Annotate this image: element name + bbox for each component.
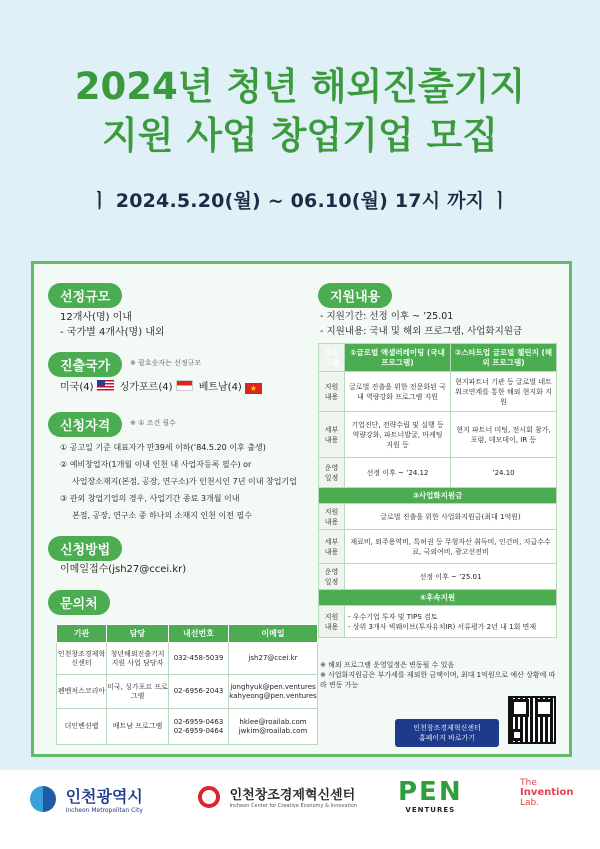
eligibility-line-3: 사업장소재지(본점, 공장, 연구소)가 인천시인 7년 이내 창업기업	[72, 477, 297, 486]
ccei-logo	[198, 784, 357, 809]
qr-code-icon[interactable]	[508, 696, 556, 744]
support-cell: 현지 파트너 미팅, 전시회 참가, 포럼, 데모데이, IR 등	[451, 412, 557, 458]
support-cell: ’24.10	[451, 458, 557, 488]
eligibility-line-4: ③ 관외 창업기업의 경우, 사업기간 종료 3개월 이내	[60, 494, 240, 503]
banner-line-1: 인천창조경제혁신센터	[413, 724, 481, 732]
contact-header-person: 담당	[107, 625, 169, 643]
incheon-emblem-icon	[30, 786, 56, 812]
singapore-flag-icon	[176, 380, 193, 391]
contact-phone: 02-6959-0463 02-6959-0464	[169, 709, 229, 745]
eligibility-line-2: ② 예비창업자(1개월 이내 인천 내 사업자등록 필수) or	[60, 460, 252, 469]
support-row-label: 세부내용	[319, 412, 345, 458]
incheon-name-en: Incheon Metropolitan City	[65, 807, 143, 814]
contact-person: 미국, 싱가포르 프로그램	[107, 675, 169, 709]
section-label-country: 진출국가	[48, 352, 122, 377]
deadline-text: ㅣ 2024.5.20(월) ~ 06.10(월) 17시 까지 ㅣ	[90, 190, 510, 212]
followup-line-2: - 상위 3개사 빅웨이브(투자유치IR) 서류평가 2년 내 1회 면제	[348, 622, 537, 631]
support-note-1: ※ 해외 프로그램 운영일정은 변동될 수 있음	[320, 661, 455, 669]
contact-person: 베트남 프로그램	[107, 709, 169, 745]
support-cell: 선정 이후 ~ ’25.01	[345, 564, 557, 590]
us-flag-icon	[97, 380, 114, 391]
followup-line-1: - 우수기업 투자 및 TIPS 검토	[348, 612, 438, 621]
support-note-2: ※ 사업화지원금은 부가세를 제외한 금액이며, 최대 1억원으로 예산 상황에 따라 변동 가능	[320, 671, 556, 689]
country-list	[60, 380, 265, 395]
incheon-name: 인천광역시	[65, 787, 143, 806]
table-row	[57, 709, 318, 745]
vietnam-flag-icon: ★	[245, 383, 262, 394]
support-cell: 글로벌 진출을 위한 전문화된 국내 역량강화 프로그램 지원	[345, 372, 451, 412]
contact-email[interactable]: hklee@roailab.com jwkim@roailab.com	[229, 709, 318, 745]
contact-phone: 032-458-5039	[169, 643, 229, 675]
support-table	[318, 343, 557, 638]
table-row	[57, 675, 318, 709]
eligibility-note: ※ ① 조건 필수	[130, 419, 176, 427]
scale-line-1: 12개사(명) 이내	[60, 312, 133, 323]
country-us: 미국(4)	[60, 382, 94, 393]
support-cell: 글로벌 진출을 위한 사업화지원금(최대 1억원)	[345, 504, 557, 530]
section-label-support: 지원내용	[318, 283, 392, 308]
support-row-label: 운영일정	[319, 564, 345, 590]
support-row-label: 지원내용	[319, 606, 345, 638]
support-row-label: 지원내용	[319, 372, 345, 412]
support-cell-followup	[345, 606, 557, 638]
homepage-link-button[interactable]	[395, 719, 499, 747]
support-section-funding: ③사업화지원금	[319, 488, 557, 504]
invention-lab-logo	[520, 778, 573, 808]
page-title	[0, 62, 600, 160]
title-line-2: 지원 사업 창업기업 모집	[101, 114, 499, 157]
section-label-scale: 선정규모	[48, 283, 122, 308]
support-header-program: 프로그램	[319, 344, 345, 372]
country-vn: 베트남(4)	[198, 382, 242, 393]
contact-table-header	[57, 625, 318, 643]
table-row	[57, 643, 318, 675]
support-header-domestic: ①글로벌 액셀러레이팅 (국내 프로그램)	[345, 344, 451, 372]
contact-org: 인천창조경제혁신센터	[57, 643, 107, 675]
contact-header-phone: 내선번호	[169, 625, 229, 643]
lab-line-3: Lab.	[520, 798, 540, 808]
contact-person: 청년해외진출기지 지원 사업 담당자	[107, 643, 169, 675]
support-cell: 선정 이후 ~ ’24.12	[345, 458, 451, 488]
contact-phone: 02-6956-2043	[169, 675, 229, 709]
contact-email: jsh27@ccei.kr	[229, 643, 318, 675]
ccei-emblem-icon	[198, 786, 220, 808]
eligibility-line-1: ① 공고일 기준 대표자가 만39세 이하(‘84.5.20 이후 출생)	[60, 443, 266, 452]
support-content: - 지원내용: 국내 및 해외 프로그램, 사업화지원금	[320, 326, 523, 337]
country-note: ※ 괄호숫자는 선정규모	[130, 359, 202, 367]
title-line-1: 2024년 청년 해외진출기지	[74, 65, 526, 108]
contact-org: 펜벤처스코리아	[57, 675, 107, 709]
section-label-method: 신청방법	[48, 536, 122, 561]
support-cell: 현지파트너 기관 등 글로벌 네트워크연계를 통한 해외 현지화 지원	[451, 372, 557, 412]
section-label-contact: 문의처	[48, 590, 110, 615]
ccei-name-en: Incheon Center for Creative Economy & Innovation	[229, 803, 358, 809]
ccei-name: 인천창조경제혁신센터	[229, 788, 356, 803]
support-period: - 지원기간: 선정 이후 ~ ’25.01	[320, 311, 454, 322]
banner-line-2: 홈페이지 바로가기	[418, 734, 476, 742]
lab-line-2: Invention	[520, 787, 574, 798]
method-text: 이메일접수(jsh27@ccei.kr)	[60, 564, 187, 575]
pen-sub: VENTURES	[405, 806, 456, 814]
support-section-followup: ④후속지원	[319, 590, 557, 606]
contact-table	[56, 624, 318, 745]
support-cell: 기업진단, 전략수립 및 실행 등 역량강화, 파트너발굴, 마케팅 지원 등	[345, 412, 451, 458]
pen-ventures-logo	[398, 778, 463, 814]
contact-header-email: 이메일	[229, 625, 318, 643]
support-header-overseas: ②스타트업 글로벌 챌린지 (해외 프로그램)	[451, 344, 557, 372]
lab-line-1: The	[520, 778, 537, 788]
pen-name: PEN	[398, 777, 463, 807]
contact-org: 더인벤션랩	[57, 709, 107, 745]
eligibility-line-5: 본점, 공장, 연구소 중 하나의 소재지 인천 이전 필수	[72, 511, 252, 520]
support-row-label: 운영일정	[319, 458, 345, 488]
contact-header-org: 기관	[57, 625, 107, 643]
country-sg: 싱가포르(4)	[119, 382, 173, 393]
support-row-label: 세부내용	[319, 530, 345, 564]
support-row-label: 지원내용	[319, 504, 345, 530]
incheon-logo	[30, 784, 143, 814]
scale-line-2: - 국가별 4개사(명) 내외	[60, 327, 165, 338]
footer-logos	[0, 770, 600, 849]
contact-email[interactable]: jonghyuk@pen.ventures kahyeong@pen.ventures	[229, 675, 318, 709]
section-label-eligibility: 신청자격	[48, 412, 122, 437]
support-cell: 재료비, 외주용역비, 특허권 등 무형자산 취득비, 인건비, 지급수수료, 국외여비, 광고선전비	[345, 530, 557, 564]
